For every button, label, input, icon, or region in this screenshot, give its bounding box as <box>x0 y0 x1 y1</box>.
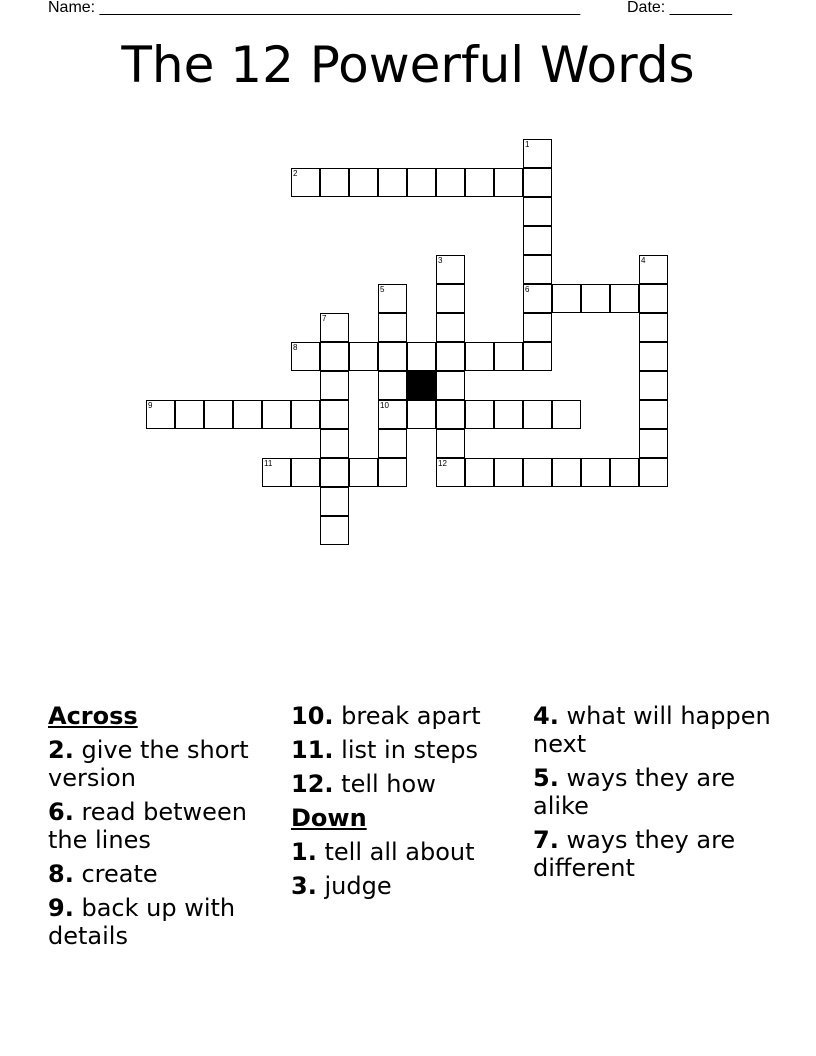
crossword-cell[interactable] <box>204 400 233 429</box>
clue-number: 3 <box>438 256 443 265</box>
crossword-cell[interactable] <box>378 168 407 197</box>
crossword-cell[interactable] <box>639 429 668 458</box>
clue-across-10: 10. break apart <box>291 702 481 730</box>
clue-column-3 <box>533 702 773 888</box>
clue-number: 11 <box>264 459 273 468</box>
clue-number: 2 <box>293 169 298 178</box>
crossword-cell[interactable] <box>436 371 465 400</box>
crossword-cell[interactable] <box>436 284 465 313</box>
crossword-cell[interactable] <box>436 255 465 284</box>
crossword-cell[interactable] <box>465 342 494 371</box>
crossword-cell[interactable] <box>262 400 291 429</box>
crossword-cell[interactable] <box>581 284 610 313</box>
crossword-cell[interactable] <box>320 371 349 400</box>
crossword-cell[interactable] <box>523 313 552 342</box>
clue-number: 8 <box>293 343 298 352</box>
date-field-line: Date: _______ <box>627 0 732 16</box>
crossword-cell[interactable] <box>523 226 552 255</box>
crossword-cell[interactable] <box>378 371 407 400</box>
crossword-cell[interactable] <box>494 168 523 197</box>
clue-across-2: 2. give the short version <box>48 736 249 792</box>
crossword-cell[interactable] <box>175 400 204 429</box>
black-square <box>407 371 436 400</box>
crossword-cell[interactable] <box>291 400 320 429</box>
crossword-cell[interactable] <box>523 342 552 371</box>
crossword-cell[interactable] <box>639 342 668 371</box>
clue-number: 12 <box>438 459 447 468</box>
crossword-cell[interactable] <box>552 400 581 429</box>
crossword-cell[interactable] <box>523 168 552 197</box>
crossword-cell[interactable] <box>349 458 378 487</box>
crossword-cell[interactable] <box>320 168 349 197</box>
crossword-cell[interactable] <box>639 400 668 429</box>
clue-down-1: 1. tell all about <box>291 838 475 866</box>
crossword-cell[interactable] <box>378 458 407 487</box>
clue-down-3: 3. judge <box>291 872 392 900</box>
clue-number: 10 <box>380 401 389 410</box>
crossword-cell[interactable] <box>407 342 436 371</box>
clue-across-12: 12. tell how <box>291 770 436 798</box>
clue-number: 4 <box>641 256 646 265</box>
crossword-cell[interactable] <box>436 342 465 371</box>
crossword-cell[interactable] <box>523 458 552 487</box>
crossword-cell[interactable] <box>610 284 639 313</box>
crossword-cell[interactable] <box>146 400 175 429</box>
page-title: The 12 Powerful Words <box>121 36 695 94</box>
crossword-cell[interactable] <box>581 458 610 487</box>
clue-down-4: 4. what will happen next <box>533 702 771 758</box>
clue-down-7: 7. ways they are different <box>533 826 736 882</box>
clue-number: 1 <box>525 140 530 149</box>
clue-across-11: 11. list in steps <box>291 736 478 764</box>
crossword-cell[interactable] <box>610 458 639 487</box>
clue-number: 7 <box>322 314 327 323</box>
crossword-cell[interactable] <box>639 284 668 313</box>
crossword-cell[interactable] <box>523 197 552 226</box>
clue-across-6: 6. read between the lines <box>48 798 247 854</box>
crossword-cell[interactable] <box>465 400 494 429</box>
crossword-cell[interactable] <box>378 400 407 429</box>
clue-across-9: 9. back up with details <box>48 894 236 950</box>
crossword-cell[interactable] <box>523 400 552 429</box>
crossword-cell[interactable] <box>378 429 407 458</box>
crossword-cell[interactable] <box>552 284 581 313</box>
crossword-cell[interactable] <box>494 400 523 429</box>
crossword-cell[interactable] <box>233 400 262 429</box>
crossword-cell[interactable] <box>291 458 320 487</box>
clue-down-5: 5. ways they are alike <box>533 764 736 820</box>
crossword-cell[interactable] <box>320 458 349 487</box>
crossword-cell[interactable] <box>639 458 668 487</box>
crossword-cell[interactable] <box>436 458 465 487</box>
crossword-cell[interactable] <box>349 168 378 197</box>
crossword-cell[interactable] <box>407 400 436 429</box>
clue-number: 9 <box>148 401 153 410</box>
crossword-cell[interactable] <box>320 429 349 458</box>
crossword-cell[interactable] <box>291 342 320 371</box>
across-heading: Across <box>48 702 138 730</box>
crossword-cell[interactable] <box>262 458 291 487</box>
crossword-cell[interactable] <box>436 168 465 197</box>
name-field-line: Name: ______________________________________________________ <box>48 0 581 16</box>
clue-column-2 <box>291 702 531 906</box>
crossword-cell[interactable] <box>436 429 465 458</box>
crossword-cell[interactable] <box>523 139 552 168</box>
clue-number: 6 <box>525 285 530 294</box>
crossword-cell[interactable] <box>465 168 494 197</box>
crossword-cell[interactable] <box>639 371 668 400</box>
crossword-cell[interactable] <box>523 284 552 313</box>
crossword-cell[interactable] <box>436 313 465 342</box>
crossword-cell[interactable] <box>378 313 407 342</box>
crossword-cell[interactable] <box>639 313 668 342</box>
crossword-cell[interactable] <box>378 342 407 371</box>
clue-column-1 <box>48 702 288 956</box>
crossword-cell[interactable] <box>320 400 349 429</box>
crossword-cell[interactable] <box>552 458 581 487</box>
crossword-cell[interactable] <box>320 342 349 371</box>
crossword-cell[interactable] <box>639 255 668 284</box>
crossword-cell[interactable] <box>465 458 494 487</box>
clue-across-8: 8. create <box>48 860 158 888</box>
crossword-cell[interactable] <box>320 487 349 516</box>
crossword-cell[interactable] <box>494 342 523 371</box>
crossword-cell[interactable] <box>494 458 523 487</box>
crossword-cell[interactable] <box>320 516 349 545</box>
clue-number: 5 <box>380 285 385 294</box>
crossword-cell[interactable] <box>291 168 320 197</box>
crossword-cell[interactable] <box>320 313 349 342</box>
crossword-cell[interactable] <box>349 342 378 371</box>
crossword-cell[interactable] <box>378 284 407 313</box>
down-heading: Down <box>291 804 367 832</box>
crossword-cell[interactable] <box>436 400 465 429</box>
crossword-cell[interactable] <box>407 168 436 197</box>
crossword-cell[interactable] <box>523 255 552 284</box>
